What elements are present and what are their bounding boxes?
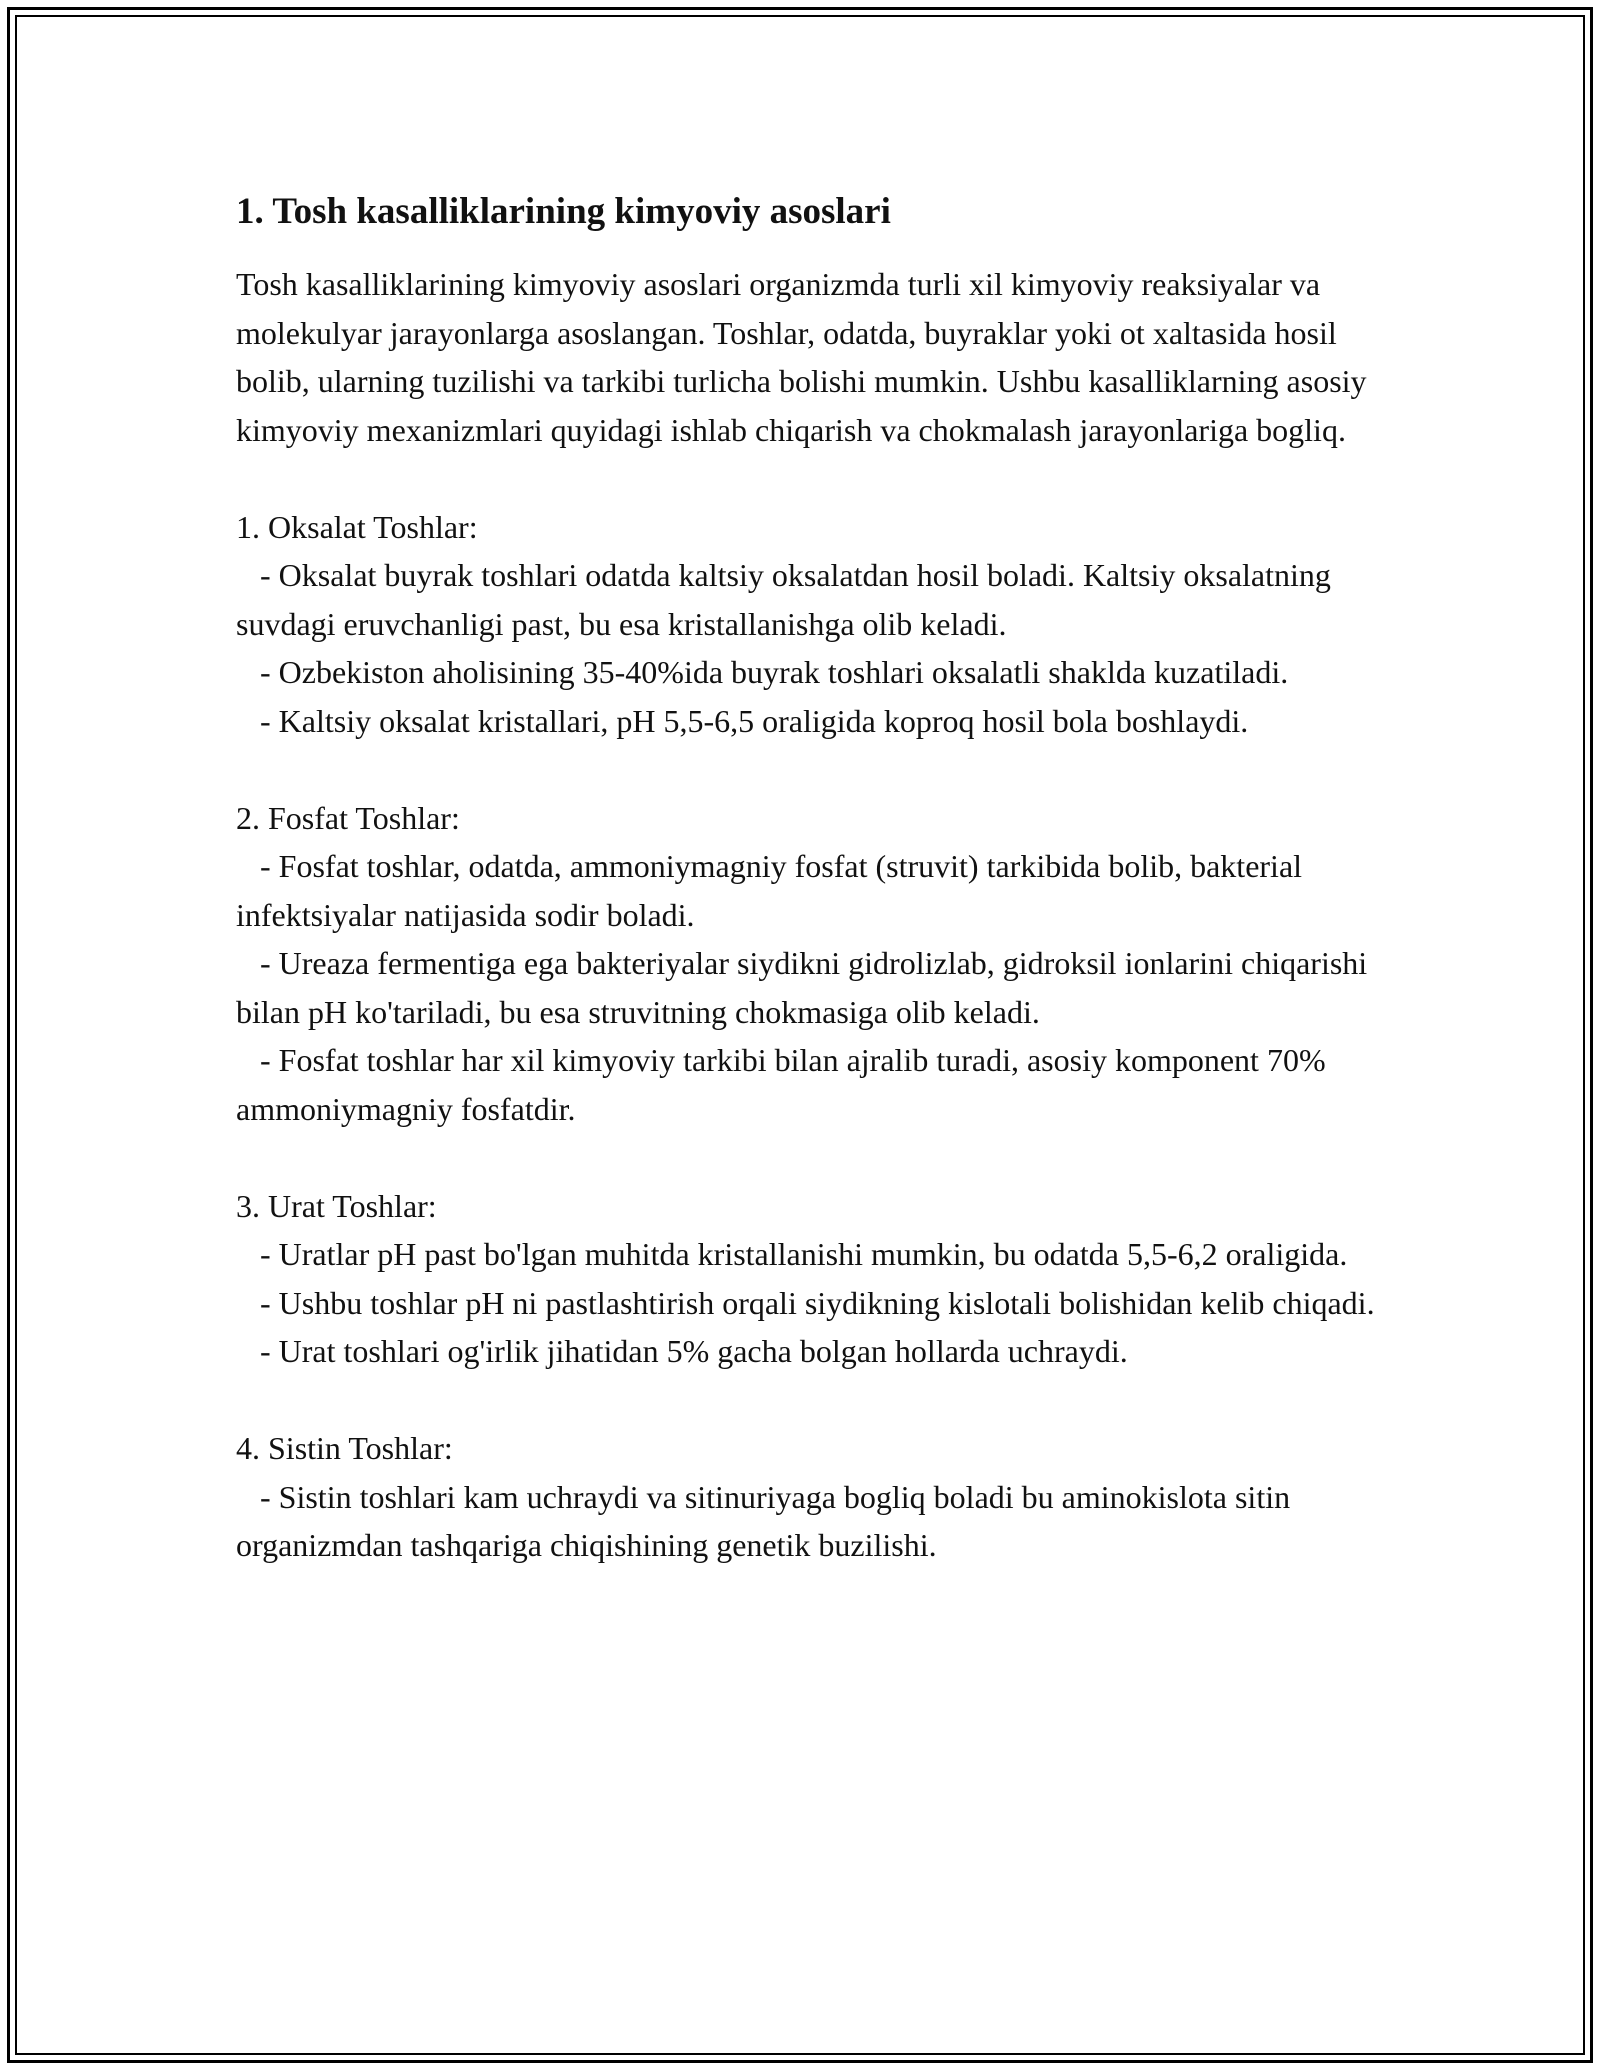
section-fosfat [236,794,1376,1134]
list-item-text: - Oksalat buyrak toshlari odatda kaltsiy oksalatdan hosil boladi. Kaltsiy oksalatning suvdagi eruvchanligi past, bu esa kristallanishga olib keladi. [236,557,1331,642]
list-item-text: - Ozbekiston aholisining 35-40%ida buyrak toshlari oksalatli shaklda kuzatiladi. [260,654,1289,690]
section-title: 3. Urat Toshlar: [236,1187,437,1224]
section-urat [236,1182,1376,1376]
list-item [236,1036,1376,1133]
list-item-text: - Uratlar pH past bo'lgan muhitda kristallanishi mumkin, bu odatda 5,5-6,2 oraligida. [260,1236,1348,1272]
list-item-text: - Ushbu toshlar pH ni pastlashtirish orqali siydikning kislotali bolishidan kelib chiqadi. [260,1284,1375,1321]
list-item [236,648,1376,697]
list-item [236,1279,1376,1328]
list-item [236,939,1376,1036]
list-item [236,551,1376,648]
section-oksalat [236,503,1376,746]
section-title: 1. Oksalat Toshlar: [236,508,478,545]
list-item [236,697,1376,746]
list-item-text: - Urat toshlari og'irlik jihatidan 5% gacha bolgan hollarda uchraydi. [260,1333,1128,1369]
document-body [236,184,1376,1570]
document-heading: 1. Tosh kasalliklarining kimyoviy asoslari [236,191,891,232]
list-item-text: - Ureaza fermentiga ega bakteriyalar siydikni gidrolizlab, gidroksil ionlarini chiqarishi bilan pH ko'tariladi, bu esa struvitning chokmasiga olib keladi. [236,945,1368,1030]
section-sistin [236,1424,1376,1570]
list-item-text: - Fosfat toshlar, odatda, ammoniymagniy fosfat (struvit) tarkibida bolib, bakterial infektsiyalar natijasida sodir boladi. [236,848,1303,933]
intro-paragraph: Tosh kasalliklarining kimyoviy asoslari organizmda turli xil kimyoviy reaksiyalar va molekulyar jarayonlarga asoslangan. Toshlar, odatda, buyraklar yoki ot xaltasida hosil bolib, ularning tuzilishi va tarkibi turlicha bolishi mumkin. Ushbu kasalliklarning asosiy kimyoviy mexanizmlari quyidagi ishlab chiqarish va chokmalash jarayonlariga bogliq. [236,266,1367,448]
list-item [236,1473,1376,1570]
list-item-text: - Kaltsiy oksalat kristallari, pH 5,5-6,5 oraligida koproq hosil bola boshlaydi. [260,702,1249,739]
list-item [236,842,1376,939]
list-item [236,1230,1376,1279]
section-title: 4. Sistin Toshlar: [236,1430,453,1466]
list-item-text: - Fosfat toshlar har xil kimyoviy tarkibi bilan ajralib turadi, asosiy komponent 70% ammoniymagniy fosfatdir. [236,1042,1326,1127]
list-item-text: - Sistin toshlari kam uchraydi va sitinuriyaga bogliq boladi bu aminokislota sitin organizmdan tashqariga chiqishining genetik buzilishi. [236,1478,1291,1563]
list-item [236,1327,1376,1376]
section-title: 2. Fosfat Toshlar: [236,799,460,836]
